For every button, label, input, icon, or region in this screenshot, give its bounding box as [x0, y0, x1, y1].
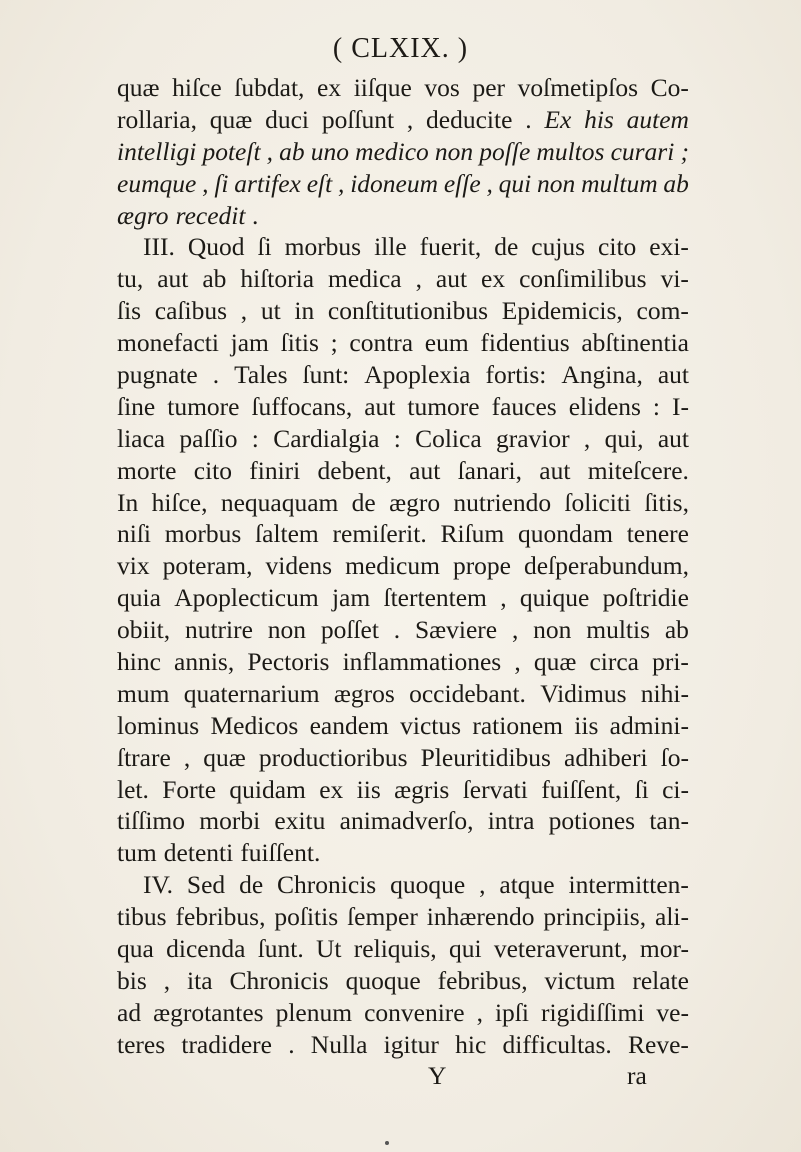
word: monefacti [117, 328, 219, 358]
text-line [117, 869, 689, 901]
word: igitur [383, 1029, 439, 1059]
word: quaternarium [183, 678, 320, 708]
word: productioribus [258, 742, 408, 772]
word: inflammationes [342, 647, 502, 677]
word: plenum [275, 997, 353, 1027]
word: quoque [390, 870, 466, 900]
word: idoneum [350, 168, 439, 198]
word: rigidiſſimi [540, 997, 645, 1027]
word: medica [327, 264, 402, 294]
word: victum [544, 965, 616, 995]
text-line [117, 263, 689, 295]
word: his [584, 104, 614, 134]
word: qui [498, 168, 532, 198]
word: contra [349, 328, 414, 358]
word: ſemper [347, 902, 418, 932]
word: Forte [162, 774, 217, 804]
word: ſoliciti [564, 487, 631, 517]
word: inhærendo [426, 902, 535, 932]
word: , [514, 647, 521, 677]
word: iiſque [353, 73, 412, 102]
word: autem [626, 104, 689, 134]
word: hiſtoria [240, 264, 315, 294]
word: tumore [407, 391, 480, 421]
word: nequaquam [220, 487, 339, 517]
word: exi- [649, 232, 689, 262]
word: Apoplexia [364, 360, 471, 390]
word: Co- [650, 73, 689, 102]
word: deſperabundum, [523, 551, 689, 581]
word: quidam [229, 774, 306, 804]
word: caſibus [154, 296, 228, 326]
word: deducite [426, 104, 513, 134]
word: per [472, 73, 506, 102]
text-line [117, 518, 689, 550]
word: , [511, 615, 519, 645]
word: pri- [652, 647, 689, 677]
text-line [117, 104, 689, 136]
text-line [117, 327, 689, 359]
word: fauces [491, 391, 557, 421]
word: adhiberi [564, 742, 648, 772]
word: ſtrare [117, 742, 171, 772]
word: ab [663, 168, 689, 198]
text-line [117, 136, 689, 168]
word: eſſe [443, 168, 481, 198]
word: liaca [117, 423, 166, 453]
word: non [537, 168, 576, 198]
word: niſi [117, 519, 152, 549]
word: ab [279, 136, 305, 166]
text-line [117, 742, 689, 774]
word: quæ [117, 73, 160, 102]
word: febribus, [437, 965, 528, 995]
word: ab [202, 264, 227, 294]
word: iis [356, 774, 381, 804]
word: intermitten- [568, 870, 689, 900]
word: ſtertentem [383, 583, 487, 613]
word: ſanari, [457, 455, 523, 485]
word: dicenda [166, 934, 246, 964]
word: Apoplecticum [174, 583, 319, 613]
word: , [583, 423, 591, 453]
text-line [117, 168, 689, 200]
word: morte [117, 455, 177, 485]
word: hinc [117, 647, 161, 677]
word: medico [355, 136, 429, 166]
word: nutrire [184, 615, 253, 645]
text-line [117, 646, 689, 678]
word: potiones [548, 806, 636, 836]
word: Chronicis [277, 870, 377, 900]
word: duci [265, 104, 310, 134]
word: , [338, 168, 345, 198]
word: quæ [533, 647, 577, 677]
word: ſi [214, 168, 229, 198]
word: intelligi [117, 136, 197, 166]
word: occidebant. [409, 678, 526, 708]
text-line [117, 423, 689, 455]
word: vix [117, 551, 150, 581]
word: eum [424, 328, 469, 358]
word: , [500, 583, 507, 613]
text-line [117, 710, 689, 742]
word: ſitis, [644, 487, 689, 517]
text-line [117, 295, 689, 327]
word: . [525, 104, 532, 134]
text-line [117, 901, 689, 933]
text-line [117, 837, 689, 869]
word: cito [193, 455, 232, 485]
text-line [117, 455, 689, 487]
word: Ut [316, 934, 342, 964]
word: rationem [472, 710, 563, 740]
signature-mark: Y [428, 1061, 447, 1090]
word: multis [586, 615, 650, 645]
text-line [117, 391, 689, 423]
word: qua [117, 934, 154, 964]
word: ad [117, 997, 142, 1027]
word: ſo- [660, 742, 689, 772]
text-line [117, 200, 689, 232]
word: lominus [117, 710, 200, 740]
word: intra [487, 806, 535, 836]
word: poſſet [320, 615, 379, 645]
word: admini- [609, 710, 689, 740]
word: Sed [186, 870, 226, 900]
word: Pleuritidibus [420, 742, 551, 772]
word: de [239, 870, 264, 900]
word: , [266, 136, 274, 166]
word: non [434, 136, 474, 166]
word: teres [117, 1029, 166, 1059]
word: ex [317, 73, 342, 102]
word: : [393, 423, 401, 453]
word: poteram, [162, 551, 253, 581]
word: multum [581, 168, 658, 198]
word: nihi- [640, 678, 689, 708]
word: ; [330, 328, 338, 358]
text-line [117, 614, 689, 646]
word: poſſe [479, 136, 531, 166]
word: , [183, 742, 191, 772]
word: miteſcere. [587, 455, 689, 485]
word: multos [536, 136, 605, 166]
text-line [117, 805, 689, 837]
word: IV. [143, 870, 173, 900]
word: hiſce [172, 73, 222, 102]
text-line [117, 774, 689, 806]
word: Medicos [210, 710, 299, 740]
catchword: ra [627, 1061, 647, 1090]
page-number-header: ( CLXIX. ) [332, 33, 469, 64]
word: atque [499, 870, 555, 900]
word: principiis, [543, 902, 647, 932]
text-line [117, 487, 689, 519]
word: Nulla [310, 1029, 368, 1059]
word: elidens [568, 391, 641, 421]
word: Colica [415, 423, 482, 453]
word: tu, [117, 264, 144, 294]
word: ſaltem [255, 519, 319, 549]
word: morbi [199, 806, 261, 836]
word: : [251, 423, 259, 453]
word: finiri [249, 455, 301, 485]
text-line [117, 550, 689, 582]
text-line [117, 965, 689, 997]
word: In [117, 487, 139, 517]
word: ſi [634, 774, 649, 804]
word: quondam [518, 519, 613, 549]
word: poſtridie [602, 583, 689, 613]
body-text [117, 72, 689, 1061]
word: ve- [656, 997, 689, 1027]
word: abſtinentia [581, 328, 689, 358]
word: , [163, 965, 171, 995]
word: mum [117, 678, 170, 708]
word: medicum [345, 551, 440, 581]
word: aut [539, 455, 571, 485]
word: poteſt [202, 136, 261, 166]
word: tum [117, 838, 157, 868]
word: ſis [117, 296, 142, 326]
word: non [267, 615, 307, 645]
word: exitu [274, 806, 326, 836]
word: bis [117, 965, 147, 995]
word: vi- [660, 264, 689, 294]
word: conſtitutionibus [327, 296, 488, 326]
word: in [294, 296, 315, 326]
text-line [117, 1029, 689, 1061]
word: uno [310, 136, 350, 166]
word: ab [664, 615, 689, 645]
word: eandem [309, 710, 389, 740]
word: voſmetipſos [517, 73, 639, 102]
word: aut [435, 264, 468, 294]
word: de [494, 232, 519, 262]
word: fortis: [485, 360, 547, 390]
text-line [117, 359, 689, 391]
word: prope [452, 551, 511, 581]
word: recedit [175, 200, 246, 230]
word: jam [230, 328, 269, 358]
word: convenire [364, 997, 465, 1027]
word: Sæviere [414, 615, 498, 645]
word: ægro [389, 487, 441, 517]
word: animadverſo, [339, 806, 474, 836]
word: ægros [333, 678, 395, 708]
word: conſimilibus [519, 264, 647, 294]
word: ſunt. [257, 934, 304, 964]
word: cito [598, 232, 637, 262]
word: poſitis [274, 902, 339, 932]
word: ex [481, 264, 506, 294]
word: quæ [203, 742, 246, 772]
word: hic [455, 1029, 487, 1059]
word: . [212, 360, 220, 390]
word: ipſi [494, 997, 529, 1027]
word: remiſerit. [332, 519, 427, 549]
word: Tales [234, 360, 288, 390]
word: non [533, 615, 572, 645]
word: fuerit, [419, 232, 482, 262]
word: Vidimus [540, 678, 627, 708]
word: Angina, [561, 360, 643, 390]
word: ex [319, 774, 344, 804]
word: victus [400, 710, 462, 740]
word: ſuffocans, [251, 391, 353, 421]
word: . [288, 1029, 295, 1059]
word: pugnate [117, 360, 198, 390]
word: hiſce, [151, 487, 208, 517]
word: mor- [639, 934, 689, 964]
word: paſſio [179, 423, 238, 453]
word: fuiſſent, [541, 774, 622, 804]
word: Cardialgia [273, 423, 380, 453]
word: ſine [117, 391, 156, 421]
word: de [351, 487, 376, 517]
text-line [117, 231, 689, 263]
word: ; [680, 136, 689, 166]
text-line [117, 582, 689, 614]
word: Quod [187, 232, 245, 262]
word: ſubdat, [234, 73, 305, 102]
word: artifex [234, 168, 301, 198]
word: III. [143, 232, 175, 262]
word: , [406, 104, 414, 134]
word: obiit, [117, 615, 171, 645]
word: fidentius [480, 328, 570, 358]
word: ſi [257, 232, 272, 262]
word: cujus [531, 232, 586, 262]
word: tenere [626, 519, 689, 549]
word: iis [574, 710, 599, 740]
word: ci- [662, 774, 689, 804]
word: Riſum [440, 519, 505, 549]
word: annis, [174, 647, 235, 677]
word: : [652, 391, 661, 421]
word: qui [448, 934, 482, 964]
text-line [117, 678, 689, 710]
word: ali- [655, 902, 689, 932]
word: tan- [649, 806, 689, 836]
word: aut [409, 455, 441, 485]
word: quæ [209, 104, 253, 134]
word: tumore [167, 391, 240, 421]
word: Ex [544, 104, 572, 134]
word: jam [331, 583, 371, 613]
word: , [486, 168, 493, 198]
word: ægris [394, 774, 450, 804]
ink-speck [385, 1141, 389, 1145]
word: reliquis, [353, 934, 437, 964]
text-line [117, 72, 689, 104]
word: tradidere [181, 1029, 272, 1059]
word: ut [260, 296, 281, 326]
word: . [393, 615, 401, 645]
word: ſunt: [302, 360, 350, 390]
text-line [117, 997, 689, 1029]
word: gravior [495, 423, 570, 453]
word: , [240, 296, 248, 326]
word: ſervati [462, 774, 528, 804]
word: vos [424, 73, 460, 102]
word: . [252, 200, 259, 230]
word: ille [374, 232, 407, 262]
word: , [479, 870, 486, 900]
word: rollaria, [117, 104, 197, 134]
word: nutriendo [453, 487, 552, 517]
word: videns [265, 551, 333, 581]
word: ſitis [280, 328, 319, 358]
word: morbus [284, 232, 362, 262]
word: aut [157, 264, 189, 294]
word: difficultas. [502, 1029, 612, 1059]
word: com- [636, 296, 689, 326]
word: veteraverunt, [493, 934, 628, 964]
word: febribus, [175, 902, 266, 932]
word: qui, [604, 423, 644, 453]
word: fuiſſent. [240, 838, 321, 868]
word: quique [519, 583, 590, 613]
word: aut [657, 423, 689, 453]
word: tiſſimo [117, 806, 186, 836]
word: poſſunt [321, 104, 395, 134]
text-line [117, 933, 689, 965]
word: let. [117, 774, 149, 804]
word: Epidemicis, [501, 296, 623, 326]
word: I- [672, 391, 689, 421]
word: eumque [117, 168, 197, 198]
word: , [415, 264, 422, 294]
word: Pectoris [247, 647, 330, 677]
word: tibus [117, 902, 167, 932]
word: aut [657, 360, 689, 390]
word: , [476, 997, 483, 1027]
word: ægrotantes [153, 997, 264, 1027]
word: circa [589, 647, 639, 677]
word: debent, [317, 455, 392, 485]
word: Chronicis [229, 965, 329, 995]
word: quoque [345, 965, 421, 995]
word: quia [117, 583, 161, 613]
word: aut [364, 391, 396, 421]
word: , [202, 168, 209, 198]
word: detenti [163, 838, 234, 868]
word: Reve- [628, 1029, 689, 1059]
word: curari [610, 136, 675, 166]
word: eſt [306, 168, 333, 198]
word: relate [632, 965, 689, 995]
word: morbus [164, 519, 242, 549]
word: ita [187, 965, 213, 995]
word: ægro [117, 200, 169, 230]
